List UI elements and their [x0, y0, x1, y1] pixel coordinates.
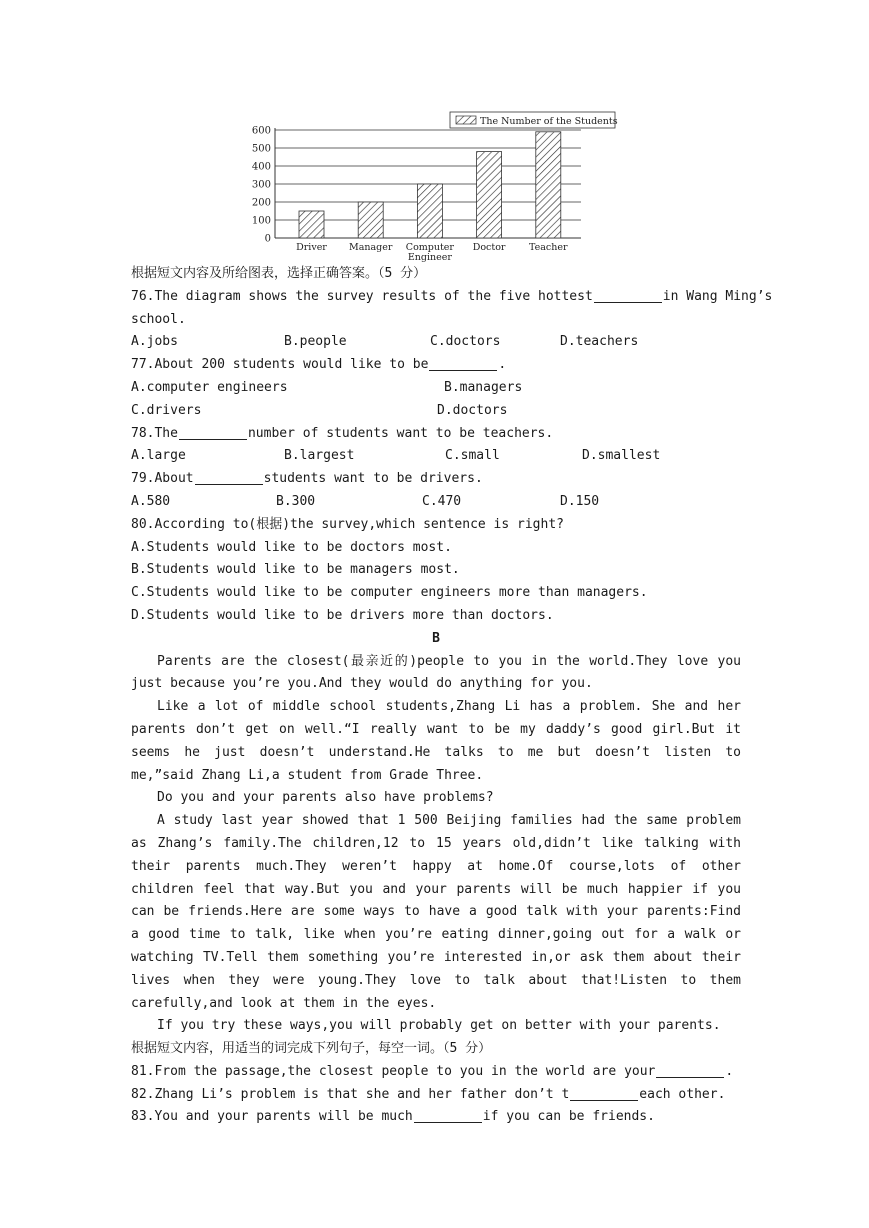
option[interactable]: A.jobs [131, 334, 178, 350]
passage-paragraph: If you try these ways,you will probably get on better with your parents. [157, 1018, 721, 1034]
option[interactable]: B.largest [284, 448, 355, 464]
option[interactable]: A.large [131, 448, 186, 464]
x-tick-labels [296, 242, 568, 263]
option[interactable]: B.300 [276, 493, 316, 509]
section-b-heading: B [432, 630, 440, 646]
option[interactable]: A.Students would like to be doctors most. [131, 539, 452, 555]
answer-blank[interactable] [414, 1108, 482, 1123]
chart-legend [450, 112, 618, 128]
question-81: 81.From the passage,the closest people to you in the world are your . [131, 1063, 734, 1079]
y-tick-label: 200 [251, 197, 271, 209]
y-tick-labels [252, 126, 271, 245]
answer-blank[interactable] [656, 1063, 724, 1078]
legend-swatch [456, 116, 476, 124]
passage-paragraph: A study last year showed that 1 500 Beijing families had the same problem as Zhang’s family.The children,12 to 15 years old,didn’t like talking with their parents much.They weren’t happy at home.Of course,lots of other children feel that way.But you and your parents will be much happier if you can be friends.Here are some ways to have a good talk with your parents:Find a good time to talk, like when you’re eating dinner,going out for a walk or watching TV.Tell them something you’re interested in,or ask them about their lives when they were young.They love to talk about that!Listen to them carefully,and look at them in the eyes. [131, 813, 741, 1011]
option[interactable]: D.doctors [437, 402, 508, 418]
y-tick-label: 600 [251, 125, 271, 137]
passage-paragraph: Do you and your parents also have problems? [157, 790, 494, 806]
option[interactable]: D.150 [560, 493, 600, 509]
option[interactable]: D.teachers [560, 334, 639, 350]
passage-paragraph: Like a lot of middle school students,Zhang Li has a problem. She and her parents don’t get on well.“I really want to be my daddy’s good girl.But it seems he just doesn’t understand.He talks to me but doesn’t listen to me,”said Zhang Li,a student from Grade Three. [131, 699, 741, 783]
question-80: 80.According to(根据)the survey,which sentence is right? [131, 516, 564, 532]
y-tick-label: 400 [251, 161, 271, 173]
x-tick-label: Computer [405, 242, 454, 253]
option[interactable]: D.Students would like to be drivers more than doctors. [131, 607, 554, 623]
answer-blank[interactable] [195, 470, 263, 485]
passage-paragraph: Parents are the closest(最亲近的)people to you in the world.They love you just because you’re you.And they would do anything for you. [131, 653, 741, 692]
option[interactable]: D.smallest [582, 448, 661, 464]
question-76: 76.The diagram shows the survey results of the five hottest in Wang Ming’s [131, 288, 773, 304]
question-82: 82.Zhang Li’s problem is that she and her father don’t t each other. [131, 1086, 726, 1102]
x-tick-label: Engineer [407, 252, 452, 263]
bar [417, 184, 442, 238]
question-77: 77.About 200 students would like to be . [131, 357, 507, 373]
option[interactable]: C.Students would like to be computer engineers more than managers. [131, 585, 648, 601]
q77-options-row2 [131, 400, 741, 423]
option[interactable]: B.Students would like to be managers most. [131, 562, 460, 578]
option[interactable]: C.drivers [131, 402, 202, 418]
bar [477, 152, 502, 238]
q77-options-row1 [131, 377, 741, 400]
q78-options [131, 445, 741, 468]
option[interactable]: A.580 [131, 493, 171, 509]
option[interactable]: B.managers [444, 379, 523, 395]
answer-blank[interactable] [179, 425, 247, 440]
option[interactable]: A.computer engineers [131, 379, 288, 395]
option[interactable]: C.small [445, 448, 500, 464]
bar [299, 211, 324, 238]
document-body [131, 263, 773, 1129]
x-tick-label: Doctor [472, 242, 506, 253]
legend-label: The Number of the Students [480, 116, 618, 127]
q79-options [131, 491, 741, 514]
option[interactable]: B.people [284, 334, 347, 350]
option[interactable]: C.470 [422, 493, 462, 509]
y-tick-label: 300 [251, 179, 271, 191]
section-b-instruction: 根据短文内容，用适当的词完成下列句子，每空一词。（5 分） [131, 1041, 492, 1057]
question-79: 79.About students want to be drivers. [131, 471, 483, 487]
option[interactable]: C.doctors [430, 334, 501, 350]
question-78: 78.The number of students want to be teachers. [131, 425, 554, 441]
question-76-cont: school. [131, 311, 186, 327]
x-tick-label: Teacher [529, 242, 568, 253]
section-a-instruction: 根据短文内容及所给图表，选择正确答案。（5 分） [131, 266, 427, 281]
bar [536, 132, 561, 238]
y-tick-label: 100 [251, 215, 271, 227]
q76-options [131, 331, 741, 354]
y-tick-label: 0 [264, 233, 271, 245]
question-83: 83.You and your parents will be much if you can be friends. [131, 1109, 655, 1125]
answer-blank[interactable] [570, 1086, 638, 1101]
answer-blank[interactable] [594, 288, 662, 303]
bar [358, 202, 383, 238]
y-tick-label: 500 [251, 143, 271, 155]
x-tick-label: Manager [348, 242, 393, 253]
x-tick-label: Driver [296, 242, 327, 253]
answer-blank[interactable] [429, 356, 497, 371]
bar-chart [238, 108, 618, 268]
